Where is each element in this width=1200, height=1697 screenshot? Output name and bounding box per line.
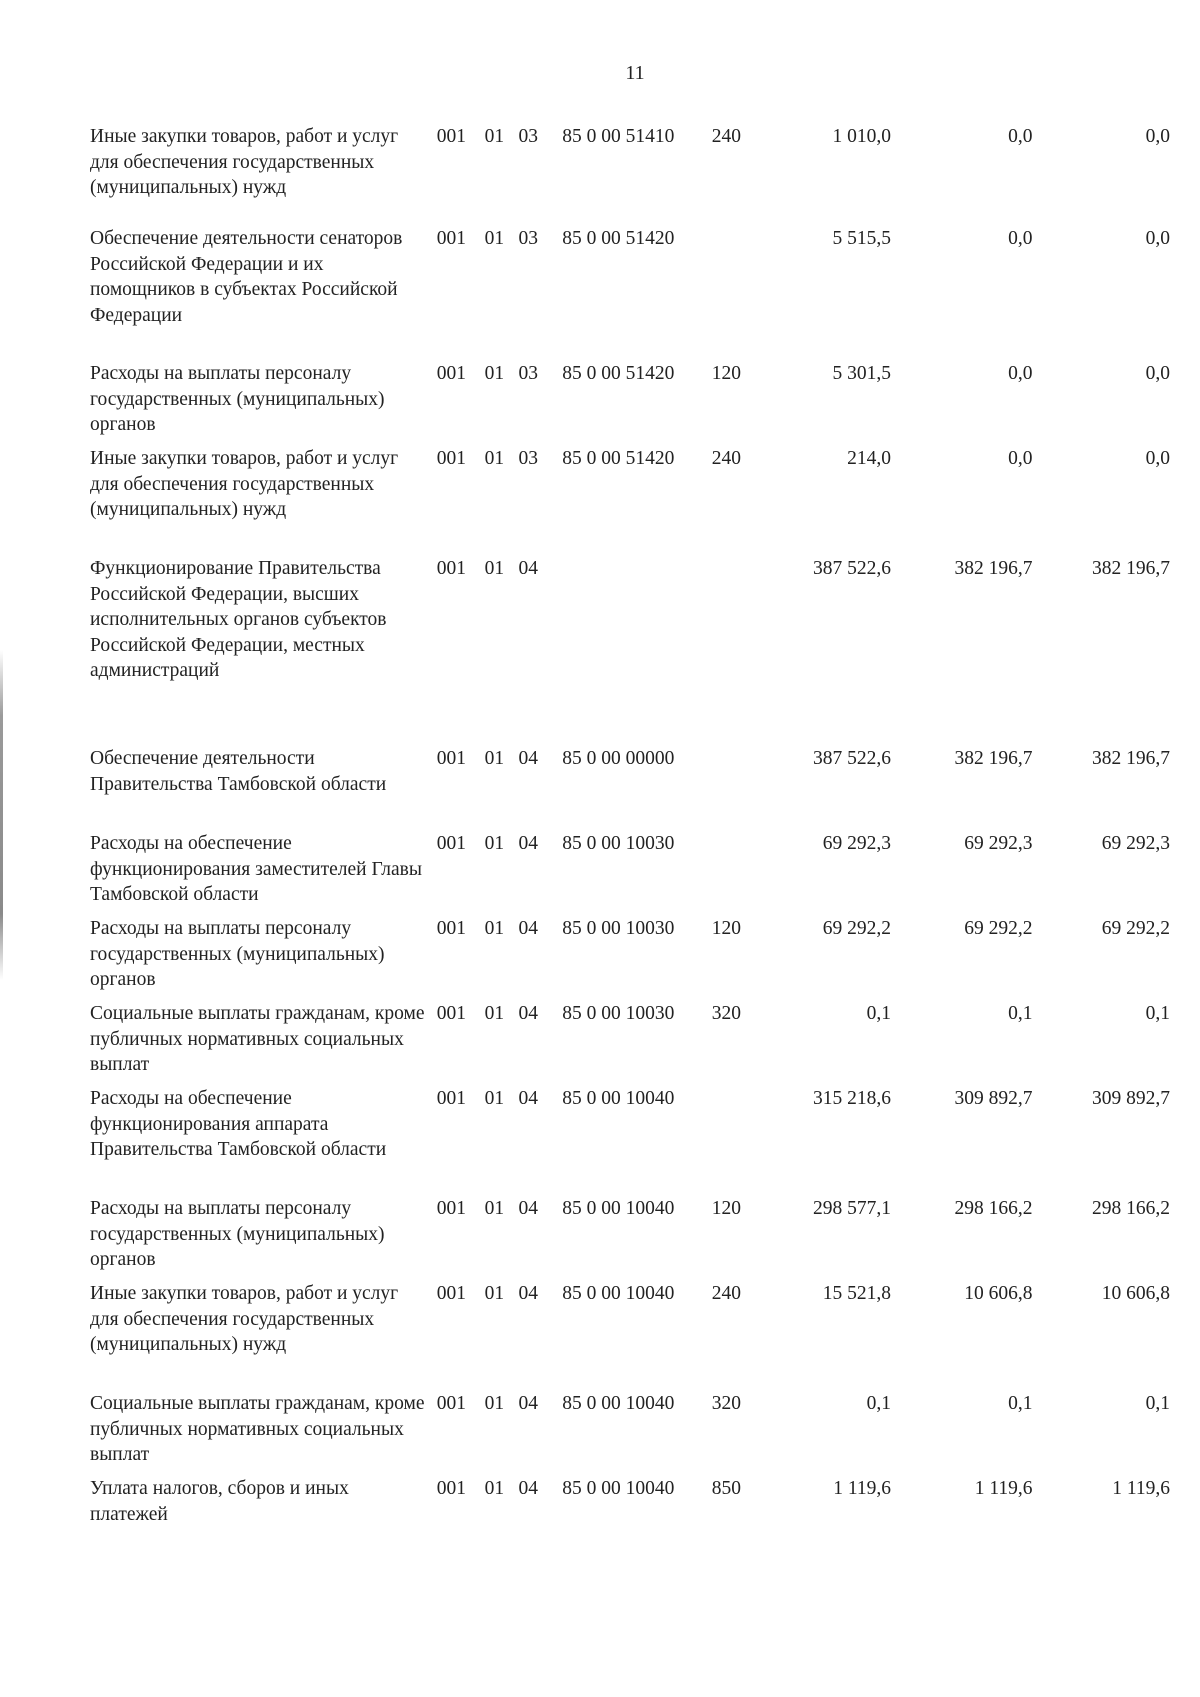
row-name: Иные закупки товаров, работ и услуг для обеспечения государственных (муниципальных) нужд [90, 126, 399, 198]
row-sum-3: 0,0 [1145, 448, 1170, 469]
row-name: Расходы на выплаты персоналу государственных (муниципальных) органов [90, 918, 385, 990]
row-pr-code: 04 [518, 1283, 538, 1304]
row-csr-code: 85 0 00 00000 [562, 748, 675, 769]
table-row [90, 1196, 1170, 1281]
row-csr-code: 85 0 00 10040 [562, 1198, 675, 1219]
row-sum-3: 0,0 [1145, 126, 1170, 147]
row-rz-code: 01 [484, 1003, 505, 1024]
row-pr-code: 03 [518, 363, 538, 384]
row-gr-code: 001 [436, 1283, 466, 1304]
table-row [90, 1281, 1170, 1391]
row-sum-3: 69 292,2 [1101, 918, 1170, 939]
row-gr-code: 001 [436, 748, 466, 769]
row-name: Иные закупки товаров, работ и услуг для обеспечения государственных (муниципальных) нужд [90, 1283, 399, 1355]
table-row [90, 916, 1170, 1001]
row-csr-code: 85 0 00 51420 [562, 363, 675, 384]
row-sum-1: 5 515,5 [832, 228, 892, 249]
row-rz-code: 01 [484, 228, 505, 249]
row-sum-3: 1 119,6 [1112, 1478, 1170, 1499]
row-vr-code: 240 [711, 126, 741, 147]
row-sum-2: 0,1 [1008, 1003, 1033, 1024]
row-vr-code: 120 [711, 363, 741, 384]
row-sum-2: 0,0 [1008, 228, 1033, 249]
row-vr-code: 850 [711, 1478, 741, 1499]
row-csr-code: 85 0 00 51420 [562, 228, 675, 249]
row-csr-code: 85 0 00 10040 [562, 1283, 675, 1304]
row-sum-1: 1 119,6 [833, 1478, 892, 1499]
row-sum-2: 69 292,3 [964, 833, 1033, 854]
row-rz-code: 01 [484, 1478, 505, 1499]
row-sum-2: 0,0 [1008, 448, 1033, 469]
row-gr-code: 001 [436, 833, 466, 854]
row-vr-code: 240 [711, 448, 741, 469]
row-csr-code: 85 0 00 10040 [562, 1088, 675, 1109]
row-sum-3: 382 196,7 [1092, 558, 1170, 579]
row-name: Расходы на выплаты персоналу государственных (муниципальных) органов [90, 363, 385, 435]
row-sum-3: 0,0 [1145, 363, 1170, 384]
row-rz-code: 01 [484, 1198, 505, 1219]
row-csr-code: 85 0 00 10040 [562, 1393, 675, 1414]
row-gr-code: 001 [436, 1088, 466, 1109]
row-sum-1: 315 218,6 [813, 1088, 892, 1109]
row-sum-1: 214,0 [847, 448, 892, 469]
table-row [90, 746, 1170, 831]
row-gr-code: 001 [436, 448, 466, 469]
row-pr-code: 04 [518, 918, 538, 939]
page-number: 11 [625, 62, 645, 84]
row-sum-2: 10 606,8 [964, 1283, 1033, 1304]
row-sum-2: 69 292,2 [964, 918, 1033, 939]
row-name: Расходы на обеспечение функционирования заместителей Главы Тамбовской области [90, 833, 422, 905]
row-rz-code: 01 [484, 1283, 505, 1304]
row-sum-1: 69 292,3 [822, 833, 892, 854]
row-sum-2: 309 892,7 [954, 1088, 1033, 1109]
table-row [90, 1391, 1170, 1476]
row-vr-code: 320 [711, 1003, 741, 1024]
row-pr-code: 04 [518, 1088, 538, 1109]
row-sum-1: 69 292,2 [822, 918, 892, 939]
row-csr-code: 85 0 00 51420 [562, 448, 675, 469]
table-row [90, 1001, 1170, 1086]
table-row [90, 124, 1170, 226]
row-sum-2: 382 196,7 [954, 748, 1033, 769]
row-name: Социальные выплаты гражданам, кроме публичных нормативных социальных выплат [90, 1393, 425, 1465]
row-pr-code: 04 [518, 558, 538, 579]
row-sum-3: 309 892,7 [1092, 1088, 1170, 1109]
row-rz-code: 01 [484, 1393, 505, 1414]
row-sum-3: 298 166,2 [1092, 1198, 1170, 1219]
row-sum-3: 0,1 [1145, 1393, 1170, 1414]
row-gr-code: 001 [436, 228, 466, 249]
row-sum-1: 0,1 [866, 1003, 892, 1024]
row-name: Расходы на выплаты персоналу государственных (муниципальных) органов [90, 1198, 385, 1270]
row-csr-code: 85 0 00 10030 [562, 1003, 675, 1024]
row-sum-2: 298 166,2 [954, 1198, 1033, 1219]
row-gr-code: 001 [436, 1198, 466, 1219]
row-sum-3: 382 196,7 [1092, 748, 1170, 769]
row-gr-code: 001 [436, 1003, 466, 1024]
row-rz-code: 01 [484, 363, 505, 384]
row-sum-2: 0,1 [1008, 1393, 1033, 1414]
budget-table [90, 124, 1170, 1536]
scan-edge-shadow [0, 650, 3, 980]
row-pr-code: 04 [518, 748, 538, 769]
row-rz-code: 01 [484, 126, 505, 147]
row-rz-code: 01 [484, 558, 505, 579]
row-csr-code: 85 0 00 51410 [562, 126, 675, 147]
row-gr-code: 001 [436, 918, 466, 939]
row-rz-code: 01 [484, 1088, 505, 1109]
row-name: Обеспечение деятельности сенаторов Российской Федерации и их помощников в субъектах Российской Федерации [90, 228, 403, 326]
row-pr-code: 03 [518, 228, 538, 249]
row-gr-code: 001 [436, 363, 466, 384]
row-pr-code: 04 [518, 1393, 538, 1414]
row-name: Иные закупки товаров, работ и услуг для обеспечения государственных (муниципальных) нужд [90, 448, 399, 520]
row-sum-1: 5 301,5 [832, 363, 892, 384]
row-rz-code: 01 [484, 748, 505, 769]
row-gr-code: 001 [436, 126, 466, 147]
row-rz-code: 01 [484, 448, 505, 469]
table-row [90, 556, 1170, 746]
row-sum-2: 0,0 [1008, 363, 1033, 384]
row-pr-code: 03 [518, 126, 538, 147]
row-gr-code: 001 [436, 1478, 466, 1499]
row-sum-2: 382 196,7 [954, 558, 1033, 579]
row-sum-2: 1 119,6 [974, 1478, 1033, 1499]
row-pr-code: 04 [518, 1478, 538, 1499]
row-gr-code: 001 [436, 1393, 466, 1414]
row-sum-1: 0,1 [866, 1393, 892, 1414]
row-rz-code: 01 [484, 918, 505, 939]
row-sum-1: 15 521,8 [822, 1283, 892, 1304]
table-row [90, 1086, 1170, 1196]
table-row [90, 361, 1170, 446]
row-rz-code: 01 [484, 833, 505, 854]
row-sum-1: 1 010,0 [832, 126, 892, 147]
row-sum-1: 387 522,6 [813, 558, 892, 579]
row-vr-code: 240 [711, 1283, 741, 1304]
row-name: Обеспечение деятельности Правительства Тамбовской области [90, 748, 387, 795]
row-sum-3: 69 292,3 [1101, 833, 1170, 854]
row-csr-code: 85 0 00 10040 [562, 1478, 675, 1499]
row-name: Функционирование Правительства Российской Федерации, высших исполнительных органов субъектов Российской Федерации, местных администраций [90, 558, 387, 681]
row-csr-code: 85 0 00 10030 [562, 918, 675, 939]
table-row [90, 1476, 1170, 1536]
row-sum-3: 10 606,8 [1101, 1283, 1170, 1304]
row-name: Уплата налогов, сборов и иных платежей [90, 1478, 349, 1525]
row-pr-code: 03 [518, 448, 538, 469]
row-gr-code: 001 [436, 558, 466, 579]
table-row [90, 831, 1170, 916]
table-row [90, 446, 1170, 556]
row-name: Социальные выплаты гражданам, кроме публичных нормативных социальных выплат [90, 1003, 425, 1075]
row-pr-code: 04 [518, 833, 538, 854]
row-sum-3: 0,1 [1145, 1003, 1170, 1024]
row-vr-code: 120 [711, 1198, 741, 1219]
row-vr-code: 320 [711, 1393, 741, 1414]
row-name: Расходы на обеспечение функционирования аппарата Правительства Тамбовской области [90, 1088, 387, 1160]
row-sum-3: 0,0 [1145, 228, 1170, 249]
row-csr-code: 85 0 00 10030 [562, 833, 675, 854]
row-pr-code: 04 [518, 1198, 538, 1219]
table-row [90, 226, 1170, 361]
row-pr-code: 04 [518, 1003, 538, 1024]
row-sum-2: 0,0 [1008, 126, 1033, 147]
row-sum-1: 298 577,1 [813, 1198, 892, 1219]
row-sum-1: 387 522,6 [813, 748, 892, 769]
row-vr-code: 120 [711, 918, 741, 939]
